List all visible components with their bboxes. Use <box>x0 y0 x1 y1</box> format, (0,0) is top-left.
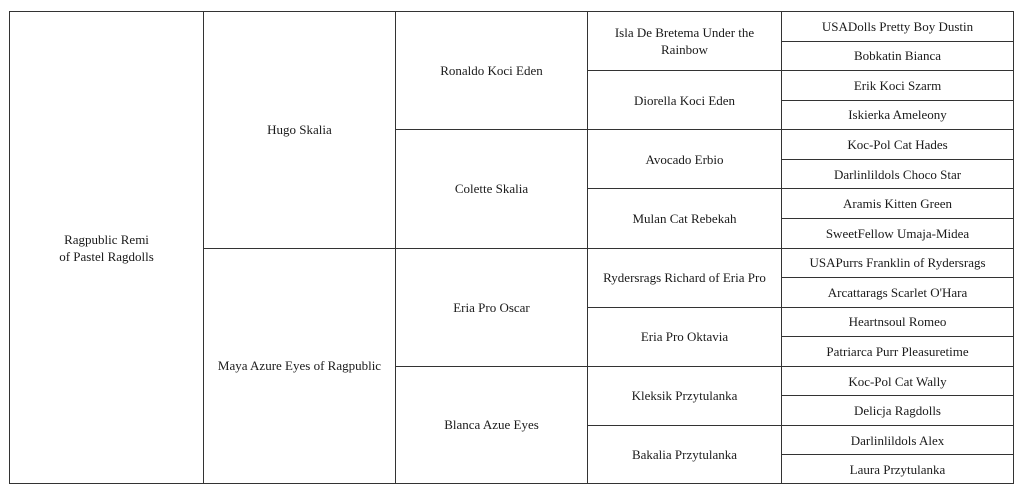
cat-name: Koc-Pol Cat Wally <box>848 373 947 389</box>
cat-name: Eria Pro Oktavia <box>640 329 729 345</box>
cat-name: Kleksik Przytulanka <box>631 388 738 404</box>
parent-cell <box>203 11 395 248</box>
cat-name: Mulan Cat Rebekah <box>632 210 737 226</box>
parent-cell <box>203 248 395 485</box>
g-great-grandparent-cell <box>781 366 1014 396</box>
cat-name: Blanca Azue Eyes <box>444 417 539 433</box>
g-great-grandparent-cell <box>781 129 1014 159</box>
g-great-grandparent-cell <box>781 277 1014 307</box>
cat-name: Avocado Erbio <box>645 151 724 167</box>
cat-name: Isla De Bretema Under the Rainbow <box>614 25 755 58</box>
cat-name: Maya Azure Eyes of Ragpublic <box>217 358 382 374</box>
subject-cell <box>9 11 203 484</box>
g-great-grandparent-cell <box>781 425 1014 455</box>
cat-name: Arcattarags Scarlet O'Hara <box>827 284 968 300</box>
g-great-grandparent-cell <box>781 100 1014 130</box>
cat-name: SweetFellow Umaja-Midea <box>825 225 970 241</box>
g-great-grandparent-cell <box>781 11 1014 41</box>
cat-name: Colette Skalia <box>454 181 529 197</box>
cat-name: Aramis Kitten Green <box>842 196 953 212</box>
grandparent-cell <box>395 129 587 247</box>
great-grandparent-cell <box>587 366 781 425</box>
cat-name: Bobkatin Bianca <box>853 48 941 64</box>
g-great-grandparent-cell <box>781 307 1014 337</box>
cat-name: Heartnsoul Romeo <box>848 314 947 330</box>
cat-name: Delicja Ragdolls <box>853 403 941 419</box>
cat-name: Patriarca Purr Pleasuretime <box>826 343 969 359</box>
grandparent-cell <box>395 11 587 129</box>
cat-name: USAPurrs Franklin of Rydersrags <box>809 255 986 271</box>
cat-name: Koc-Pol Cat Hades <box>847 137 948 153</box>
great-grandparent-cell <box>587 425 781 484</box>
g-great-grandparent-cell <box>781 159 1014 189</box>
cat-name: Diorella Koci Eden <box>633 92 736 108</box>
grandparent-cell <box>395 366 587 484</box>
g-great-grandparent-cell <box>781 70 1014 100</box>
cat-name: Darlinlildols Alex <box>850 432 945 448</box>
cat-name: Rydersrags Richard of Eria Pro <box>603 270 766 286</box>
great-grandparent-cell <box>587 307 781 366</box>
g-great-grandparent-cell <box>781 454 1014 484</box>
cat-name: Ragpublic Remi of Pastel Ragdolls <box>59 231 154 264</box>
g-great-grandparent-cell <box>781 218 1014 248</box>
g-great-grandparent-cell <box>781 188 1014 218</box>
cat-name: USADolls Pretty Boy Dustin <box>821 18 974 34</box>
great-grandparent-cell <box>587 129 781 188</box>
cat-name: Ronaldo Koci Eden <box>440 63 543 79</box>
g-great-grandparent-cell <box>781 395 1014 425</box>
cat-name: Iskierka Ameleony <box>848 107 947 123</box>
great-grandparent-cell <box>587 188 781 247</box>
cat-name: Erik Koci Szarm <box>853 77 942 93</box>
g-great-grandparent-cell <box>781 336 1014 366</box>
cat-name: Darlinlildols Choco Star <box>833 166 962 182</box>
g-great-grandparent-cell <box>781 248 1014 278</box>
cat-name: Hugo Skalia <box>267 122 332 138</box>
cat-name: Bakalia Przytulanka <box>631 446 738 462</box>
great-grandparent-cell <box>587 11 781 70</box>
great-grandparent-cell <box>587 70 781 129</box>
cat-name: Laura Przytulanka <box>849 461 946 477</box>
grandparent-cell <box>395 248 587 366</box>
cat-name: Eria Pro Oscar <box>453 299 530 315</box>
g-great-grandparent-cell <box>781 41 1014 71</box>
pedigree-table <box>9 11 1014 484</box>
great-grandparent-cell <box>587 248 781 307</box>
